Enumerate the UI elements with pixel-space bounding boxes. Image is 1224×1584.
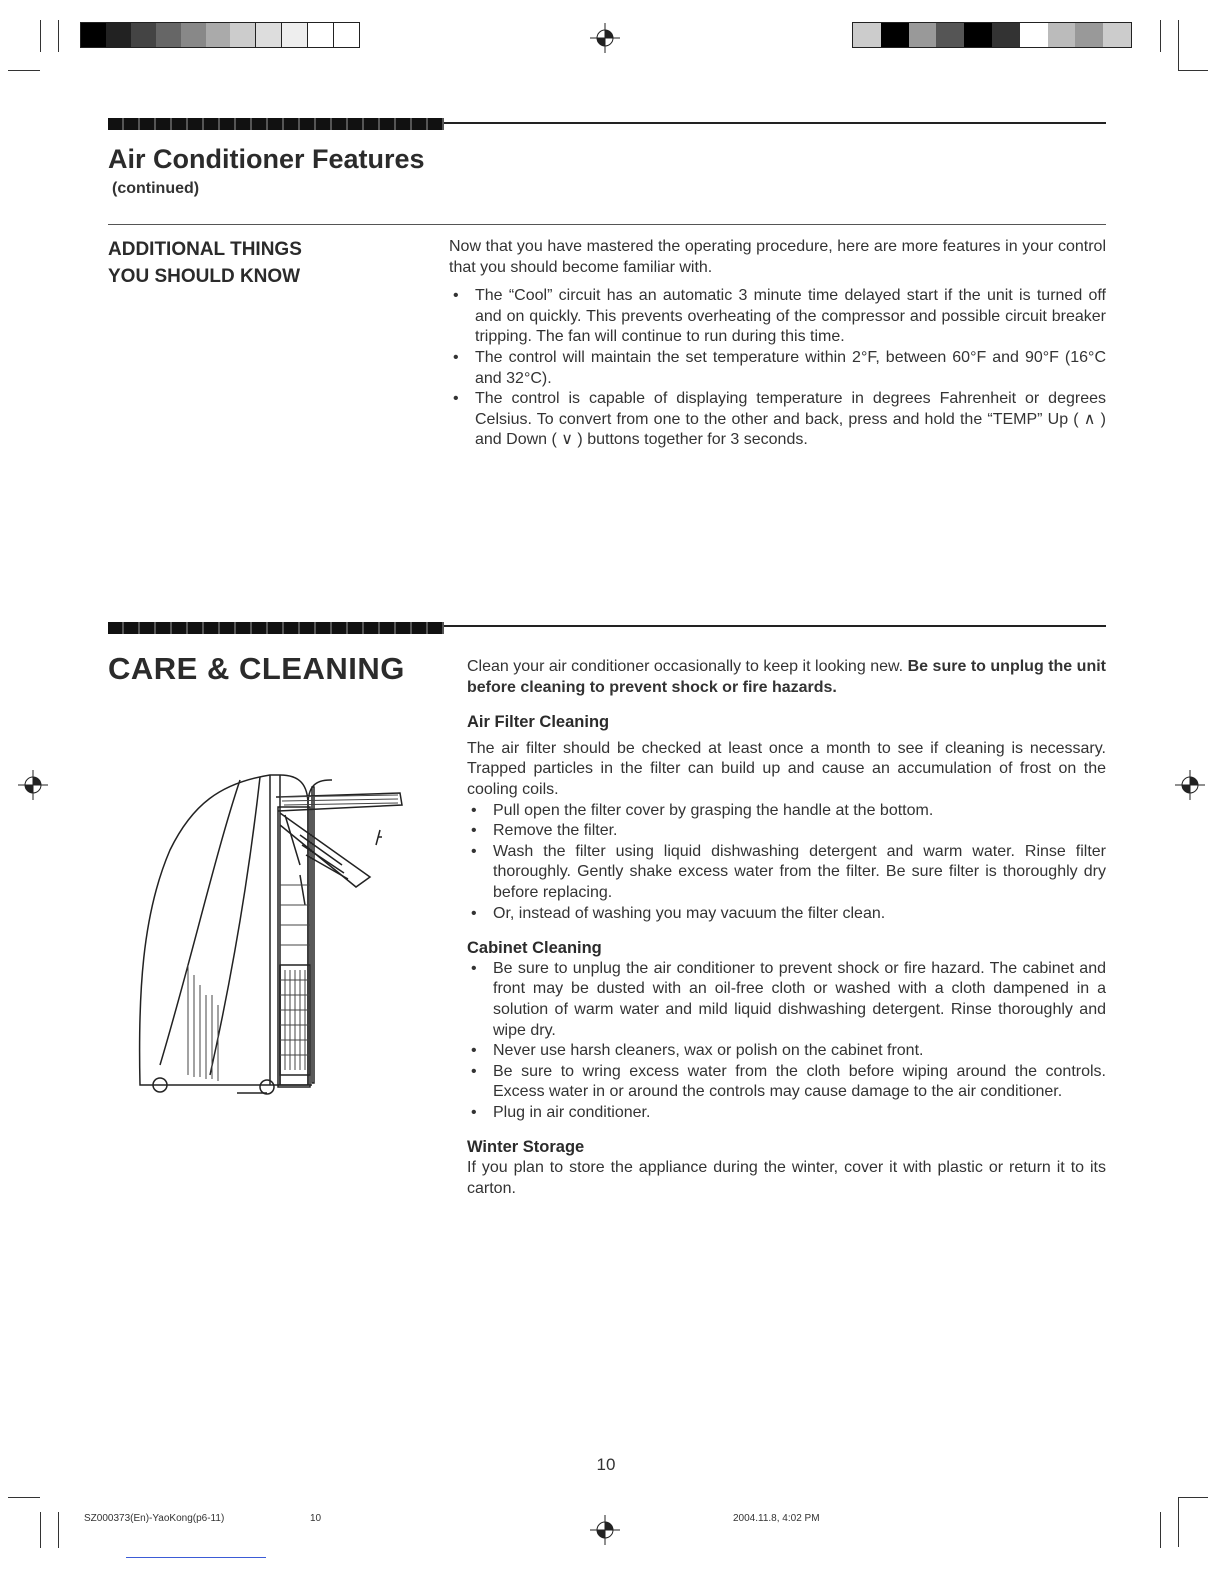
- registration-target-icon: [590, 1515, 620, 1545]
- list-item: • Be sure to wring excess water from the cloth before wiping around the controls. Excess water in or around the controls may cause damage to the air conditioner.: [467, 1062, 1106, 1103]
- air-filter-text: The air filter should be checked at least once a month to see if cleaning is necessary. Trapped particles in the filter can build up and cause an accumulation of frost on the cooling coils.: [467, 739, 1106, 798]
- cabinet-section: [467, 938, 1106, 1123]
- list-item: • The “Cool” circuit has an automatic 3 minute time delayed start if the unit is turned off and on quickly. This prevents overheating of the compressor and possible circuit breaker tripping. The fan will continue to run during this time.: [449, 286, 1106, 348]
- page-subtitle: (continued): [112, 180, 200, 197]
- cabinet-list: [467, 959, 1106, 1124]
- crop-mark: [1178, 1497, 1208, 1498]
- section-header-rule: [444, 122, 1106, 124]
- crop-mark: [1178, 70, 1208, 71]
- additional-content: [449, 237, 1106, 451]
- list-item: • Or, instead of washing you may vacuum the filter clean.: [467, 904, 1106, 925]
- crop-mark: [8, 70, 40, 71]
- list-item: • The control is capable of displaying temperature in degrees Fahrenheit or degrees Celsius. To convert from one to the other and back, press and hold the “TEMP” Up ( ∧ ) and Down ( ∨ ) buttons together for 3 seconds.: [449, 389, 1106, 451]
- crop-mark: [58, 20, 59, 52]
- color-calibration-bar-right: [852, 22, 1132, 48]
- list-item: • Remove the filter.: [467, 821, 1106, 842]
- section-header-bar: [108, 118, 444, 130]
- care-intro-normal: Clean your air conditioner occasionally to keep it looking new.: [467, 658, 908, 675]
- winter-title: Winter Storage: [467, 1138, 585, 1157]
- divider: [108, 224, 1106, 225]
- cabinet-title: Cabinet Cleaning: [467, 939, 602, 958]
- additional-heading: [108, 236, 408, 290]
- list-item: • Pull open the filter cover by grasping the handle at the bottom.: [467, 801, 1106, 822]
- page-number: 10: [596, 1455, 616, 1474]
- crop-mark: [1160, 1512, 1161, 1548]
- additional-intro: Now that you have mastered the operating procedure, here are more features in your control that you should become familiar with.: [449, 238, 1106, 276]
- air-filter-list: [467, 801, 1106, 925]
- list-item: • Never use harsh cleaners, wax or polish on the cabinet front.: [467, 1041, 1106, 1062]
- crop-mark: [1178, 1497, 1179, 1547]
- footer-date: 2004.11.8, 4:02 PM: [733, 1513, 820, 1524]
- page-title: Air Conditioner Features: [108, 144, 425, 174]
- section-header-bar: [108, 622, 444, 634]
- crop-mark: [1178, 20, 1179, 70]
- winter-text: If you plan to store the appliance during the winter, cover it with plastic or return it to its carton.: [467, 1159, 1106, 1197]
- section-header-rule: [444, 625, 1106, 627]
- crop-mark: [1160, 20, 1161, 52]
- additional-heading-line1: ADDITIONAL THINGS: [108, 239, 302, 260]
- crop-mark: [40, 20, 41, 52]
- list-item: • Be sure to unplug the air conditioner to prevent shock or fire hazard. The cabinet and front may be dusted with an oil-free cloth or washed with a cloth dampened in a solution of warm water and mild liquid dishwashing detergent. Rinse thoroughly and wipe dry.: [467, 959, 1106, 1041]
- color-calibration-bar-left: [80, 22, 360, 48]
- list-item: • The control will maintain the set temperature within 2°F, between 60°F and 90°F (16°C and 32°C).: [449, 348, 1106, 389]
- additional-list: [449, 286, 1106, 451]
- registration-target-icon: [1175, 770, 1205, 800]
- care-intro: [467, 657, 1106, 698]
- winter-section: [467, 1137, 1106, 1199]
- footer-page: 10: [310, 1513, 322, 1524]
- footer-file: SZ000373(En)-YaoKong(p6-11): [84, 1513, 225, 1524]
- care-heading: CARE & CLEANING: [108, 651, 405, 686]
- care-content: [467, 657, 1106, 1199]
- care-intro-warning: Be sure to unplug the unit before cleaning to prevent shock or fire hazards.: [467, 658, 1106, 696]
- air-filter-title: Air Filter Cleaning: [467, 713, 610, 732]
- registration-target-icon: [590, 23, 620, 53]
- registration-target-icon: [18, 770, 48, 800]
- crop-mark: [40, 1512, 41, 1548]
- air-conditioner-illustration: [130, 765, 420, 1105]
- list-item: • Wash the filter using liquid dishwashing detergent and warm water. Rinse filter thoroughly. Gently shake excess water from the filter. Be sure filter is thoroughly dry before replacing.: [467, 842, 1106, 904]
- air-filter-section: [467, 712, 1106, 924]
- crop-mark: [58, 1512, 59, 1548]
- additional-heading-line2: YOU SHOULD KNOW: [108, 266, 301, 287]
- list-item: • Plug in air conditioner.: [467, 1103, 1106, 1124]
- crop-mark: [8, 1497, 40, 1498]
- footer-underline: [126, 1557, 266, 1558]
